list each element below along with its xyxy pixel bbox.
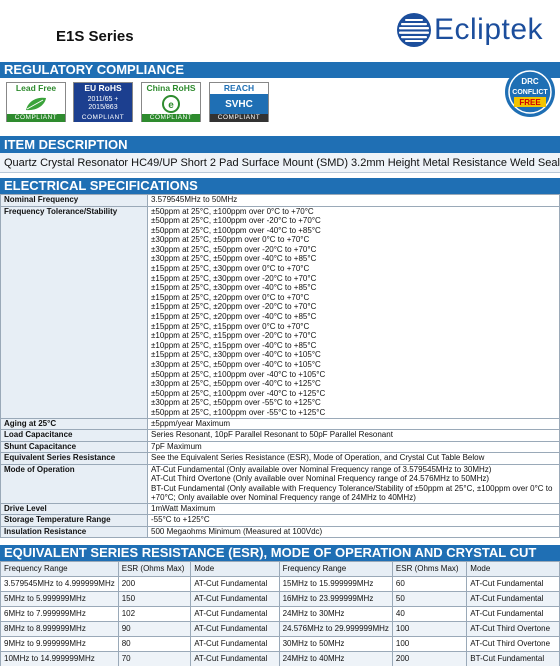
table-row bbox=[1, 637, 560, 652]
spec-label: Equivalent Series Resistance bbox=[1, 453, 148, 465]
column-header: Mode bbox=[467, 562, 560, 577]
series-title: E1S Series bbox=[56, 28, 134, 45]
tolerance-option: ±15ppm at 25°C, ±30ppm over -20°C to +70°C bbox=[151, 273, 317, 283]
spec-label: Load Capacitance bbox=[1, 430, 148, 442]
table-row bbox=[1, 622, 560, 637]
spec-label: Nominal Frequency bbox=[1, 195, 148, 207]
spec-label: Mode of Operation bbox=[1, 464, 148, 503]
regulatory-badges bbox=[0, 78, 560, 130]
spec-label: Drive Level bbox=[1, 503, 148, 515]
table-cell: 15MHz to 15.999999MHz bbox=[279, 577, 392, 592]
tolerance-list bbox=[148, 206, 560, 418]
spec-row bbox=[1, 206, 560, 418]
table-cell: BT-Cut Fundamental bbox=[467, 652, 560, 666]
mode-option: +70°C; Only available over Nominal Frequency range of 24MHz to 40MHz) bbox=[151, 493, 416, 503]
tolerance-option: ±15ppm at 25°C, ±20ppm over -40°C to +85°C bbox=[151, 312, 317, 322]
table-cell: 24MHz to 30MHz bbox=[279, 607, 392, 622]
table-cell: AT-Cut Third Overtone bbox=[467, 637, 560, 652]
table-cell: 16MHz to 23.999999MHz bbox=[279, 592, 392, 607]
tolerance-option: ±15ppm at 25°C, ±30ppm over -40°C to +105°C bbox=[151, 350, 321, 360]
table-cell: 100 bbox=[392, 637, 466, 652]
table-cell: 24MHz to 40MHz bbox=[279, 652, 392, 666]
tolerance-option: ±50ppm at 25°C, ±100ppm over -20°C to +70°C bbox=[151, 216, 321, 226]
ecliptek-logo bbox=[396, 10, 556, 52]
spec-value: Series Resonant, 10pF Parallel Resonant to 50pF Parallel Resonant bbox=[148, 430, 560, 442]
spec-label: Aging at 25°C bbox=[1, 418, 148, 430]
table-cell: 40 bbox=[392, 607, 466, 622]
table-cell: 90 bbox=[118, 622, 190, 637]
tolerance-option: ±15ppm at 25°C, ±20ppm over -20°C to +70°C bbox=[151, 302, 317, 312]
table-cell: 70 bbox=[118, 652, 190, 666]
globe-icon bbox=[396, 12, 432, 48]
svg-text:FREE: FREE bbox=[519, 98, 541, 107]
column-header: ESR (Ohms Max) bbox=[392, 562, 466, 577]
tolerance-option: ±30ppm at 25°C, ±50ppm over -40°C to +125°C bbox=[151, 379, 321, 389]
section-electrical: ELECTRICAL SPECIFICATIONS bbox=[0, 178, 560, 194]
spec-row bbox=[1, 195, 560, 207]
spec-value: See the Equivalent Series Resistance (ESR), Mode of Operation, and Crystal Cut Table Below bbox=[148, 453, 560, 465]
spec-label: Frequency Tolerance/Stability bbox=[1, 206, 148, 418]
table-cell: 200 bbox=[118, 577, 190, 592]
spec-row bbox=[1, 515, 560, 527]
spec-value: 3.579545MHz to 50MHz bbox=[148, 195, 560, 207]
tolerance-option: ±15ppm at 25°C, ±30ppm over -40°C to +85°C bbox=[151, 283, 317, 293]
spec-label: Shunt Capacitance bbox=[1, 441, 148, 453]
spec-value: -55°C to +125°C bbox=[148, 515, 560, 527]
tolerance-option: ±50ppm at 25°C, ±100ppm over -55°C to +125°C bbox=[151, 407, 326, 417]
tolerance-option: ±30ppm at 25°C, ±50ppm over -55°C to +125°C bbox=[151, 398, 321, 408]
table-cell: 9MHz to 9.999999MHz bbox=[1, 637, 119, 652]
spec-value: ±5ppm/year Maximum bbox=[148, 418, 560, 430]
badge-status: COMPLIANT bbox=[7, 114, 65, 122]
svg-text:CONFLICT: CONFLICT bbox=[512, 89, 548, 96]
esr-table bbox=[0, 561, 560, 666]
table-cell: 24.576MHz to 29.999999MHz bbox=[279, 622, 392, 637]
spec-row bbox=[1, 503, 560, 515]
spec-row bbox=[1, 418, 560, 430]
table-row bbox=[1, 577, 560, 592]
column-header: ESR (Ohms Max) bbox=[118, 562, 190, 577]
badge-title: Lead Free bbox=[15, 83, 57, 93]
badge-status: COMPLIANT bbox=[74, 114, 132, 122]
table-cell: AT-Cut Fundamental bbox=[191, 592, 279, 607]
column-header: Frequency Range bbox=[279, 562, 392, 577]
tolerance-option: ±50ppm at 25°C, ±100ppm over -40°C to +105°C bbox=[151, 369, 326, 379]
lead-free-badge bbox=[6, 82, 66, 122]
reach-badge bbox=[209, 82, 269, 122]
column-header: Frequency Range bbox=[1, 562, 119, 577]
mode-list bbox=[148, 464, 560, 503]
table-cell: 150 bbox=[118, 592, 190, 607]
page-header bbox=[0, 0, 560, 62]
table-cell: 30MHz to 50MHz bbox=[279, 637, 392, 652]
section-esr: EQUIVALENT SERIES RESISTANCE (ESR), MODE OF OPERATION AND CRYSTAL CUT bbox=[0, 545, 560, 561]
table-cell: 50 bbox=[392, 592, 466, 607]
table-cell: 102 bbox=[118, 607, 190, 622]
table-cell: 60 bbox=[392, 577, 466, 592]
column-header: Mode bbox=[191, 562, 279, 577]
table-cell: AT-Cut Fundamental bbox=[191, 577, 279, 592]
mode-option: AT-Cut Fundamental (Only available over Nominal Frequency range of 3.579545MHz to 30MHz) bbox=[151, 464, 492, 474]
tolerance-option: ±10ppm at 25°C, ±15ppm over -40°C to +85°C bbox=[151, 340, 317, 350]
drc-conflict-free-seal bbox=[504, 66, 556, 118]
leaf-icon bbox=[7, 94, 65, 114]
table-row bbox=[1, 607, 560, 622]
tolerance-option: ±30ppm at 25°C, ±50ppm over -40°C to +105°C bbox=[151, 360, 321, 369]
table-cell: 5MHz to 5.999999MHz bbox=[1, 592, 119, 607]
e-mark-icon bbox=[142, 94, 200, 114]
badge-status: COMPLIANT bbox=[210, 114, 268, 122]
spec-row bbox=[1, 464, 560, 503]
table-cell: 3.579545MHz to 4.999999MHz bbox=[1, 577, 119, 592]
table-cell: 10MHz to 14.999999MHz bbox=[1, 652, 119, 666]
electrical-spec-table bbox=[0, 194, 560, 538]
section-item-description: ITEM DESCRIPTION bbox=[0, 136, 560, 153]
table-cell: 80 bbox=[118, 637, 190, 652]
table-cell: 200 bbox=[392, 652, 466, 666]
table-cell: 6MHz to 7.999999MHz bbox=[1, 607, 119, 622]
table-row bbox=[1, 652, 560, 666]
table-cell: AT-Cut Fundamental bbox=[467, 592, 560, 607]
spec-value: 1mWatt Maximum bbox=[148, 503, 560, 515]
spec-value: 7pF Maximum bbox=[148, 441, 560, 453]
badge-directive: 2011/65 + 2015/863 bbox=[74, 94, 132, 114]
spec-value: 500 Megaohms Minimum (Measured at 100Vdc) bbox=[148, 526, 560, 538]
tolerance-option: ±15ppm at 25°C, ±15ppm over 0°C to +70°C bbox=[151, 321, 310, 331]
table-cell: AT-Cut Fundamental bbox=[191, 607, 279, 622]
table-cell: AT-Cut Third Overtone bbox=[467, 622, 560, 637]
spec-label: Insulation Resistance bbox=[1, 526, 148, 538]
table-cell: AT-Cut Fundamental bbox=[467, 577, 560, 592]
svg-text:e: e bbox=[168, 100, 174, 111]
badge-title: REACH bbox=[223, 83, 255, 93]
china-rohs-badge bbox=[141, 82, 201, 122]
tolerance-option: ±50ppm at 25°C, ±100ppm over -40°C to +125°C bbox=[151, 388, 326, 398]
item-description: Quartz Crystal Resonator HC49/UP Short 2 Pad Surface Mount (SMD) 3.2mm Height Metal Resistance Weld Seal bbox=[0, 153, 560, 173]
spec-row bbox=[1, 430, 560, 442]
brand-name: Ecliptek bbox=[434, 13, 544, 46]
table-cell: 8MHz to 8.999999MHz bbox=[1, 622, 119, 637]
section-regulatory: REGULATORY COMPLIANCE bbox=[0, 62, 560, 78]
table-cell: AT-Cut Fundamental bbox=[467, 607, 560, 622]
eu-rohs-badge bbox=[73, 82, 133, 122]
tolerance-option: ±50ppm at 25°C, ±100ppm over -40°C to +85°C bbox=[151, 225, 321, 235]
mode-option: AT-Cut Third Overtone (Only available over Nominal Frequency range of 24.576MHz to 50MHz) bbox=[151, 474, 490, 484]
tolerance-option: ±30ppm at 25°C, ±50ppm over 0°C to +70°C bbox=[151, 235, 310, 245]
spec-label: Storage Temperature Range bbox=[1, 515, 148, 527]
mode-option: BT-Cut Fundamental (Only available with Frequency Tolerance/Stability of ±50ppm at 25°C, ±100ppm over 0°C to bbox=[151, 483, 553, 493]
tolerance-option: ±30ppm at 25°C, ±50ppm over -20°C to +70°C bbox=[151, 244, 317, 254]
tolerance-option: ±50ppm at 25°C, ±100ppm over 0°C to +70°C bbox=[151, 206, 314, 216]
tolerance-option: ±30ppm at 25°C, ±50ppm over -40°C to +85°C bbox=[151, 254, 317, 264]
tolerance-option: ±15ppm at 25°C, ±30ppm over 0°C to +70°C bbox=[151, 264, 310, 274]
tolerance-option: ±15ppm at 25°C, ±20ppm over 0°C to +70°C bbox=[151, 292, 310, 302]
table-cell: AT-Cut Fundamental bbox=[191, 652, 279, 666]
svg-text:DRC: DRC bbox=[521, 77, 539, 86]
table-cell: AT-Cut Fundamental bbox=[191, 622, 279, 637]
badge-status: COMPLIANT bbox=[142, 114, 200, 122]
spec-row bbox=[1, 453, 560, 465]
tolerance-option: ±10ppm at 25°C, ±15ppm over -20°C to +70°C bbox=[151, 331, 317, 341]
badge-title: China RoHS bbox=[146, 83, 196, 93]
badge-subtitle: SVHC bbox=[210, 94, 268, 114]
table-cell: AT-Cut Fundamental bbox=[191, 637, 279, 652]
spec-row bbox=[1, 441, 560, 453]
table-row bbox=[1, 592, 560, 607]
badge-title: EU RoHS bbox=[74, 83, 132, 94]
spec-row bbox=[1, 526, 560, 538]
table-cell: 100 bbox=[392, 622, 466, 637]
table-header-row bbox=[1, 562, 560, 577]
